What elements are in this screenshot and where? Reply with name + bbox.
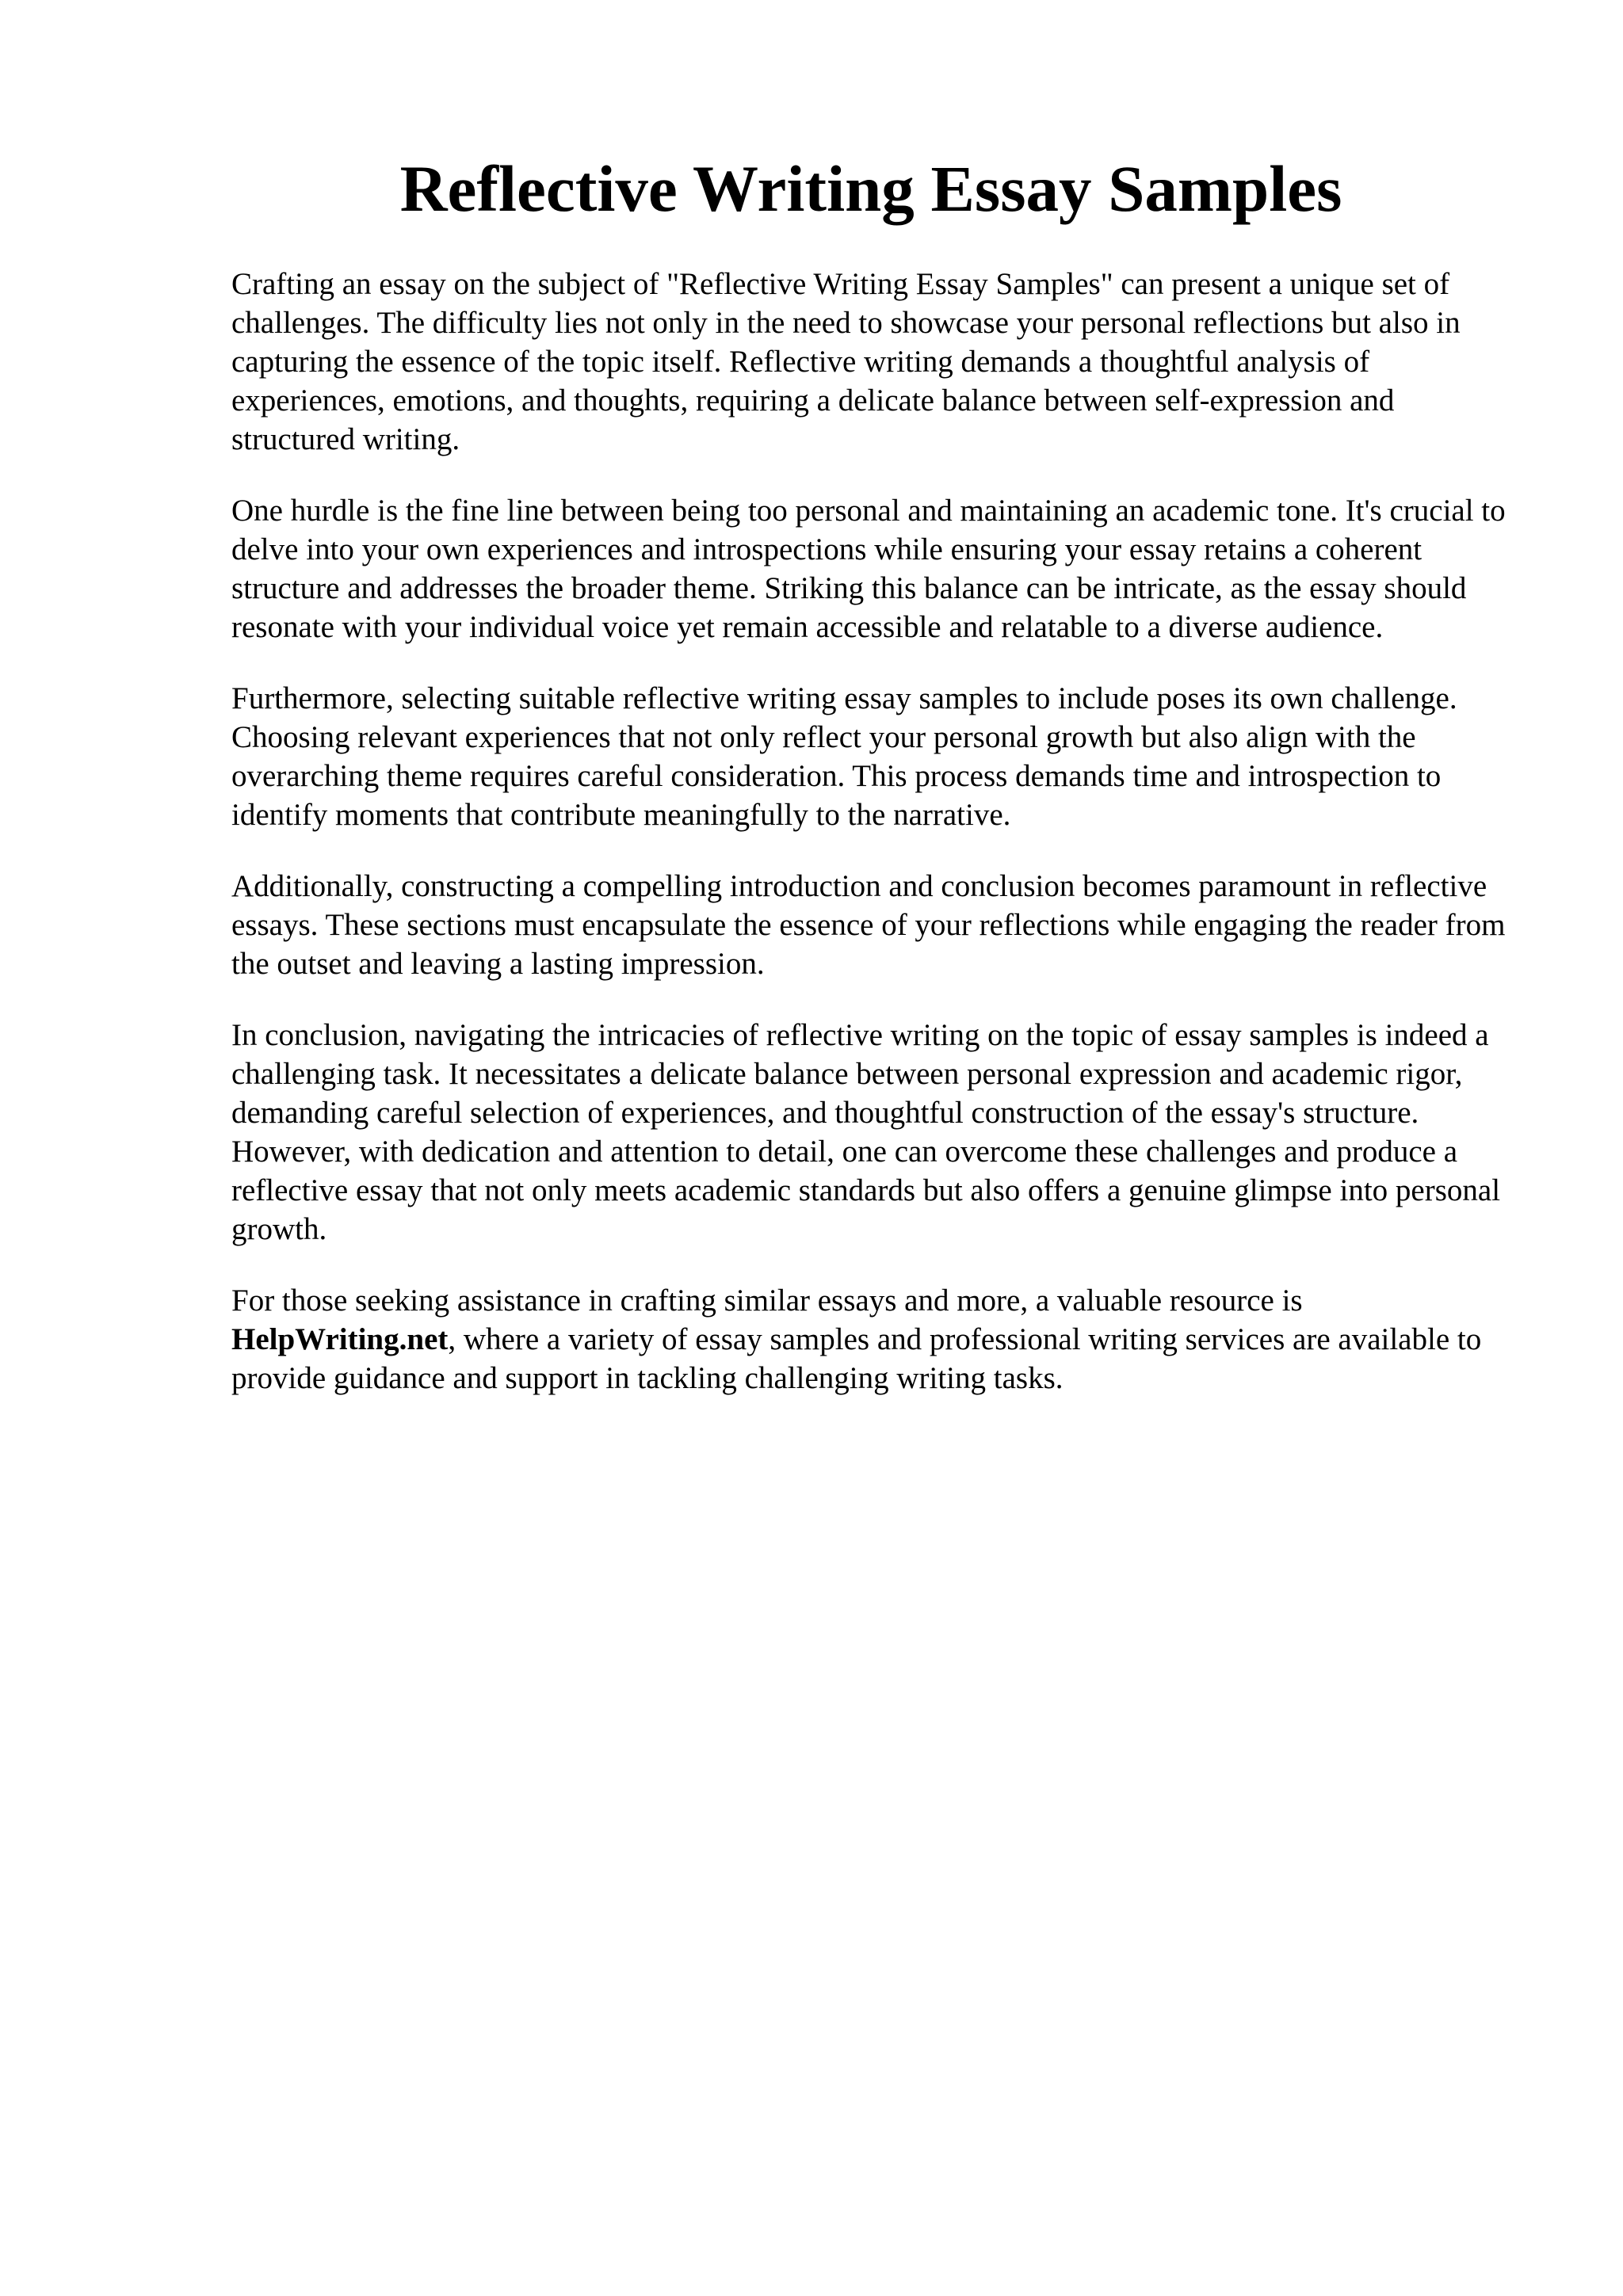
paragraph-intro-conclusion: Additionally, constructing a compelling introduction and conclusion becomes paramount in reflective essays. These sections must encapsulate the essence of your reflections while engaging the reader from the outset and leaving a lasting impression.: [231, 869, 1506, 981]
paragraph-intro: Crafting an essay on the subject of "Reflective Writing Essay Samples" can present a unique set of challenges. The difficulty lies not only in the need to showcase your personal reflections but also in capturing the essence of the topic itself. Reflective writing demands a thoughtful analysis of experiences, emotions, and thoughts, requiring a delicate balance between self-expression and structured writing.: [231, 267, 1461, 456]
paragraph-personal-tone: One hurdle is the fine line between being too personal and maintaining an academic tone. It's crucial to delve into your own experiences and introspections while ensuring your essay retains a coherent structure and addresses the broader theme. Striking this balance can be intricate, as the essay should resonate with your individual voice yet remain accessible and relatable to a diverse audience.: [231, 494, 1506, 644]
document-title: Reflective Writing Essay Samples: [399, 152, 1342, 225]
document-body: [231, 265, 1515, 1430]
paragraph-resource: [231, 1281, 1515, 1398]
resource-brand-link[interactable]: HelpWriting.net: [231, 1322, 449, 1356]
resource-text-before: For those seeking assistance in crafting similar essays and more, a valuable resource is: [231, 1283, 1303, 1318]
paragraph-conclusion: In conclusion, navigating the intricacies of reflective writing on the topic of essay samples is indeed a challenging task. It necessitates a delicate balance between personal expression and academic rigor, demanding careful selection of experiences, and thoughtful construction of the essay's structure. However, with dedication and attention to detail, one can overcome these challenges and produce a reflective essay that not only meets academic standards but also offers a genuine glimpse into personal growth.: [231, 1018, 1501, 1246]
resource-text-after: , where a variety of essay samples and professional writing services are available to provide guidance and support in tackling challenging writing tasks.: [231, 1322, 1482, 1395]
paragraph-selecting-samples: Furthermore, selecting suitable reflective writing essay samples to include poses its own challenge. Choosing relevant experiences that not only reflect your personal growth but also align with the overarching theme requires careful consideration. This process demands time and introspection to identify moments that contribute meaningfully to the narrative.: [231, 681, 1457, 832]
